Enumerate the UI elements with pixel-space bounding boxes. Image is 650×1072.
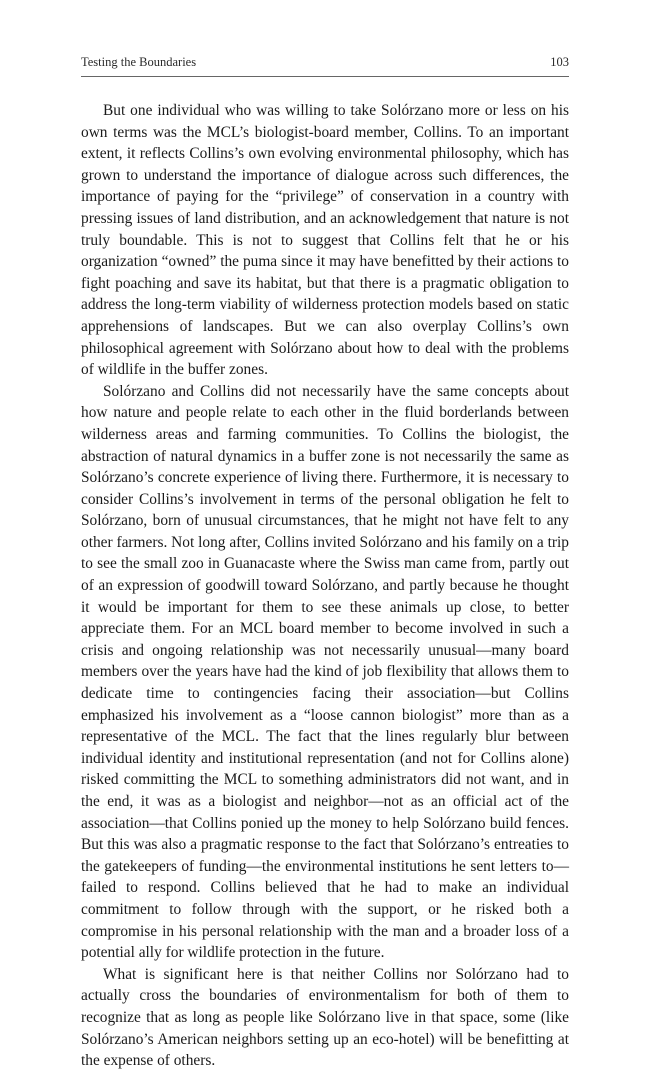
page-number: 103 [550, 55, 569, 69]
running-head-title: Testing the Boundaries [81, 55, 197, 69]
header-rule [81, 76, 569, 77]
running-head [81, 53, 569, 71]
paragraph-3: What is significant here is that neither Collins nor Solórzano had to actually cross the boundaries of environmentalism for both of them to recognize that as long as people like Solórzano live in that space, some (like Solórzano’s American neighbors setting up an eco-hotel) will be benefitting at the expense of others. [81, 965, 569, 1070]
body-text [81, 100, 569, 1072]
paragraph-2: Solórzano and Collins did not necessarily have the same concepts about how nature and people relate to each other in the fluid borderlands between wilderness areas and farming communities. To Collins the biologist, the abstraction of natural dynamics in a buffer zone is not necessarily the same as Solórzano’s concrete experience of living there. Furthermore, it is necessary to consider Collins’s involvement in terms of the personal obligation he felt to Solórzano, born of unusual circumstances, that he might not have felt to any other farmers. Not long after, Collins invited Solórzano and his family on a trip to see the small zoo in Guanacaste where the Swiss man came from, partly out of an expression of goodwill toward Solórzano, and partly because he thought it would be important for them to see these animals up close, to better appreciate them. For an MCL board member to become involved in such a crisis and ongoing relationship was not necessarily unusual—many board members over the years have had the kind of job flexibility that allows them to dedicate time to contingencies facing their association—but Collins emphasized his involvement as a “loose cannon biologist” more than as a representative of the MCL. The fact that the lines regularly blur between individual identity and institutional representation (and not for Collins alone) risked committing the MCL to something administrators did not want, and in the end, it was as a biologist and neighbor—not as an official act of the association—that Collins ponied up the money to help Solórzano build fences. But this was also a pragmatic response to the fact that Solórzano’s entreaties to the gatekeepers of funding—the environmental institutions he sent letters to—failed to respond. Collins believed that he had to make an individual commitment to follow through with the support, or he risked both a compromise in his personal relationship with the man and a broader loss of a potential ally for wildlife protection in the future. [81, 382, 569, 962]
paragraph-1: But one individual who was willing to take Solórzano more or less on his own terms was the MCL’s biologist-board member, Collins. To an important extent, it reflects Collins’s own evolving environmental philosophy, which has grown to understand the importance of dialogue across such differences, the importance of paying for the “privilege” of conservation in a country with pressing issues of land distribution, and an acknowledgement that nature is not truly boundable. This is not to suggest that Collins felt that he or his organization “owned” the puma since it may have benefitted by their actions to fight poaching and save its habitat, but that there is a pragmatic obligation to address the long-term viability of wilderness protection models based on static apprehensions of landscapes. But we can also overplay Collins’s own philosophical agreement with Solórzano about how to deal with the problems of wildlife in the buffer zones. [81, 102, 569, 379]
